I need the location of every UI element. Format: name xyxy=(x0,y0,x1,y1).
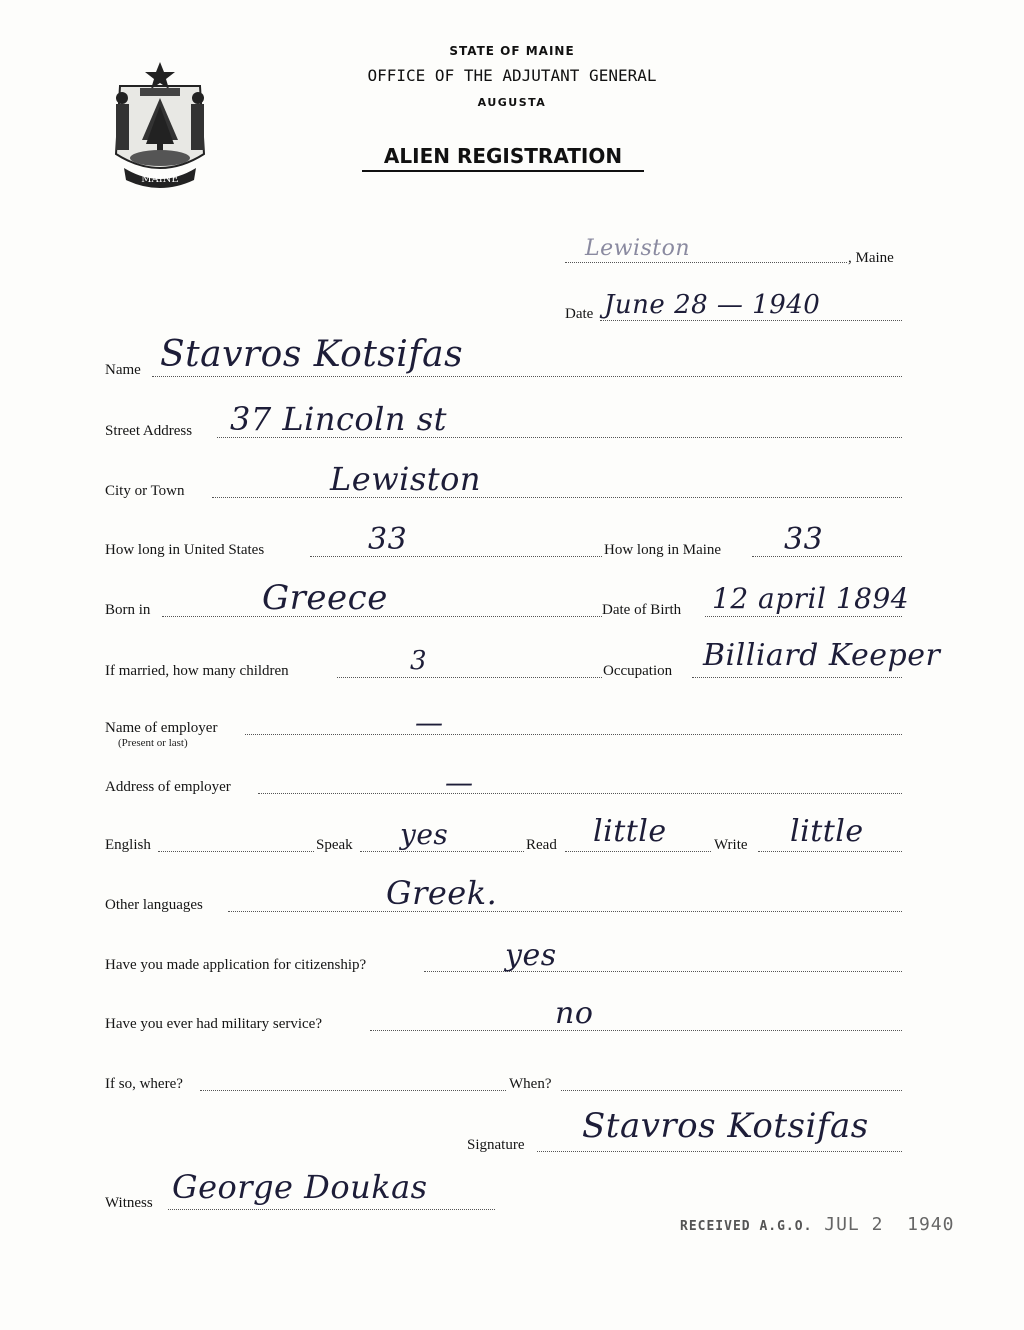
where-label: If so, where? xyxy=(105,1076,183,1092)
occupation-value: Billiard Keeper xyxy=(703,638,941,673)
witness-value: George Doukas xyxy=(172,1168,428,1206)
citizenship-label: Have you made application for citizenship? xyxy=(105,957,367,973)
stamp-date: JUL 2 1940 xyxy=(824,1214,955,1235)
street-value: 37 Lincoln st xyxy=(230,400,447,438)
signature-value: Stavros Kotsifas xyxy=(582,1106,869,1146)
city-value: Lewiston xyxy=(330,460,481,498)
town-value: Lewiston xyxy=(585,236,691,261)
witness-line xyxy=(168,1209,495,1210)
speak-line xyxy=(360,851,524,852)
date-label: Date xyxy=(565,306,594,322)
how-long-us-label: How long in United States xyxy=(105,542,265,558)
military-line xyxy=(370,1030,902,1031)
read-label: Read xyxy=(526,837,557,853)
signature-line xyxy=(537,1151,902,1152)
english-label: English xyxy=(105,837,151,853)
employer-line xyxy=(245,734,902,735)
when-line xyxy=(561,1090,902,1091)
city-heading: AUGUSTA xyxy=(477,96,547,109)
other-languages-line xyxy=(228,911,902,912)
name-value: Stavros Kotsifas xyxy=(160,334,464,375)
where-line xyxy=(200,1090,506,1091)
date-line xyxy=(600,320,902,321)
speak-label: Speak xyxy=(316,837,353,853)
form-title: ALIEN REGISTRATION xyxy=(383,144,623,168)
stamp-received-text: RECEIVED A.G.O. xyxy=(680,1219,813,1234)
how-long-maine-label: How long in Maine xyxy=(604,542,722,558)
occupation-label: Occupation xyxy=(603,663,673,679)
street-label: Street Address xyxy=(105,423,193,439)
dob-label: Date of Birth xyxy=(602,602,682,618)
employer-address-line xyxy=(258,793,902,794)
children-value: 3 xyxy=(410,646,428,676)
state-heading: STATE OF MAINE xyxy=(449,44,575,58)
witness-label: Witness xyxy=(105,1195,153,1211)
employer-value: — xyxy=(415,706,444,739)
read-line xyxy=(565,851,711,852)
dob-value: 12 april 1894 xyxy=(712,582,910,615)
how-long-maine-line xyxy=(752,556,902,557)
born-in-value: Greece xyxy=(262,578,388,618)
employer-label: Name of employer xyxy=(105,720,218,736)
employer-address-value: — xyxy=(445,766,474,799)
employer-address-label: Address of employer xyxy=(105,779,231,795)
write-label: Write xyxy=(714,837,748,853)
write-value: little xyxy=(790,814,864,849)
title-underline xyxy=(362,170,644,172)
when-label: When? xyxy=(509,1076,552,1092)
name-label: Name xyxy=(105,362,141,378)
military-label: Have you ever had military service? xyxy=(105,1016,322,1032)
english-line xyxy=(158,851,314,852)
date-value: June 28 — 1940 xyxy=(604,290,821,320)
how-long-maine-value: 33 xyxy=(784,522,824,557)
seal-text: MAINE xyxy=(141,174,179,185)
town-line xyxy=(565,262,847,263)
received-stamp xyxy=(680,1214,954,1235)
born-in-label: Born in xyxy=(105,602,151,618)
write-line xyxy=(758,851,902,852)
name-line xyxy=(152,376,902,377)
employer-sub-label: (Present or last) xyxy=(118,737,188,749)
citizenship-line xyxy=(424,971,902,972)
how-long-us-line xyxy=(310,556,602,557)
occupation-line xyxy=(692,677,902,678)
citizenship-value: yes xyxy=(505,938,557,973)
military-value: no xyxy=(555,996,594,1031)
children-label: If married, how many children xyxy=(105,663,289,679)
read-value: little xyxy=(593,814,667,849)
other-languages-label: Other languages xyxy=(105,897,203,913)
office-heading: OFFICE OF THE ADJUTANT GENERAL xyxy=(367,66,657,85)
maine-label: , Maine xyxy=(848,250,894,266)
city-line xyxy=(212,497,902,498)
how-long-us-value: 33 xyxy=(368,522,408,557)
dob-line xyxy=(705,616,902,617)
city-label: City or Town xyxy=(105,483,185,499)
children-line xyxy=(337,677,602,678)
speak-value: yes xyxy=(400,818,449,851)
signature-label: Signature xyxy=(467,1137,525,1153)
other-languages-value: Greek. xyxy=(386,874,498,912)
